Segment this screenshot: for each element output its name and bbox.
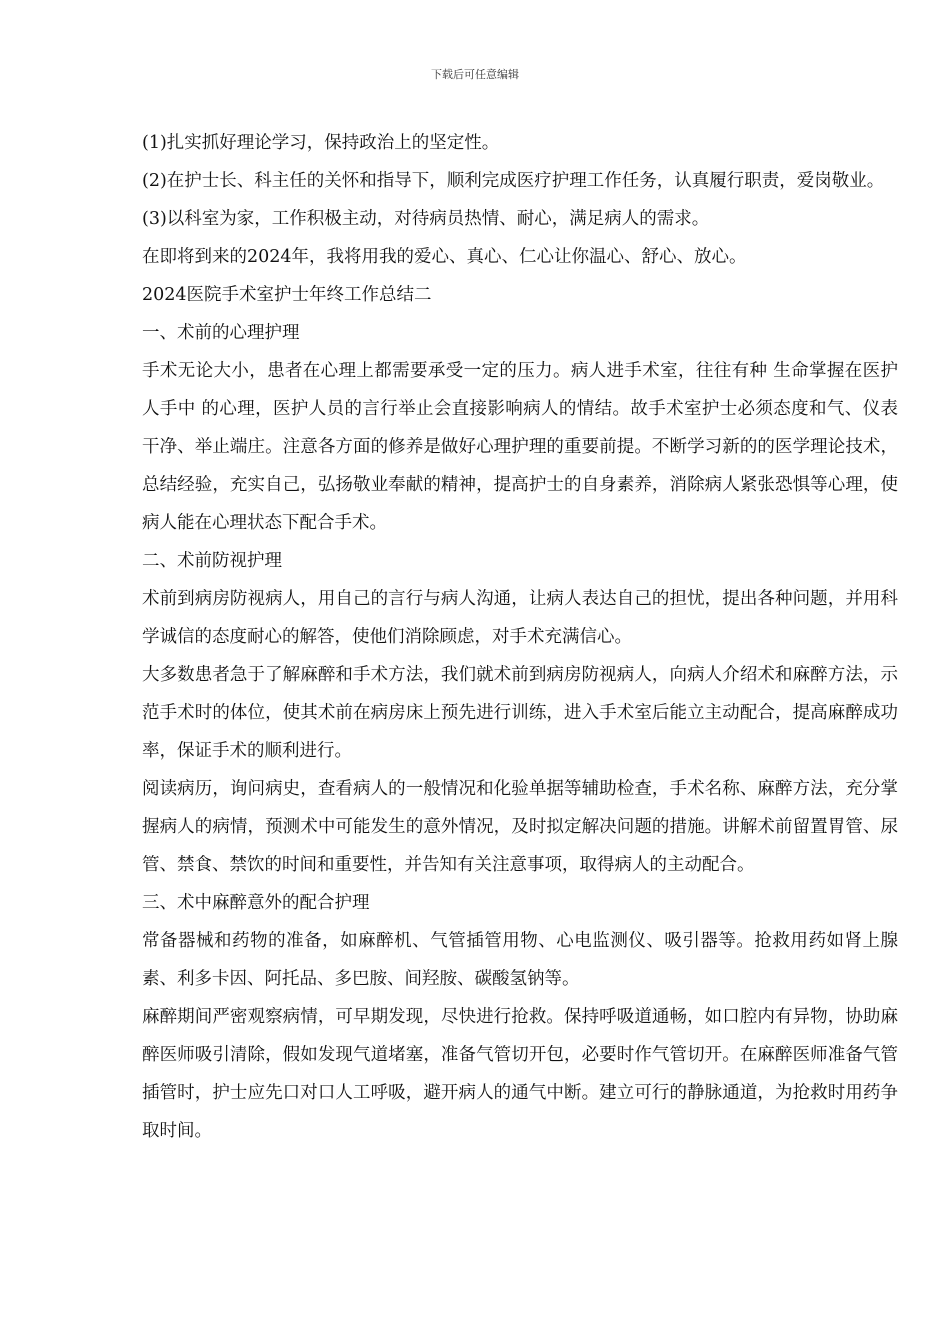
section-heading: 一、术前的心理护理 — [142, 323, 300, 343]
paragraph: (2)在护士长、科主任的关怀和指导下，顺利完成医疗护理工作任务，认真履行职责，爱岗敬业。 — [142, 171, 885, 191]
paragraph: 术前到病房防视病人，用自己的言行与病人沟通，让病人表达自己的担忧，提出各种问题，并用科学诚信的态度耐心的解答，使他们消除顾虑，对手术充满信心。 — [142, 589, 898, 647]
section-title: 2024医院手术室护士年终工作总结二 — [142, 285, 432, 305]
document-body — [138, 124, 898, 1150]
section-heading: 二、术前防视护理 — [142, 551, 282, 571]
paragraph: 在即将到来的2024年，我将用我的爱心、真心、仁心让你温心、舒心、放心。 — [142, 247, 747, 267]
paragraph: 大多数患者急于了解麻醉和手术方法，我们就术前到病房防视病人，向病人介绍术和麻醉方法，示范手术时的体位，使其术前在病房床上预先进行训练，进入手术室后能立主动配合，提高麻醉成功率，保证手术的顺利进行。 — [142, 665, 898, 761]
paragraph: (3)以科室为家，工作积极主动，对待病员热情、耐心，满足病人的需求。 — [142, 209, 710, 229]
paragraph: 阅读病历，询问病史，查看病人的一般情况和化验单据等辅助检查，手术名称、麻醉方法，充分掌握病人的病情，预测术中可能发生的意外情况，及时拟定解决问题的措施。讲解术前留置胃管、尿管、禁食、禁饮的时间和重要性，并告知有关注意事项，取得病人的主动配合。 — [142, 779, 898, 875]
paragraph: (1)扎实抓好理论学习，保持政治上的坚定性。 — [142, 133, 500, 153]
paragraph: 手术无论大小，患者在心理上都需要承受一定的压力。病人进手术室，往往有种 生命掌握在医护人手中 的心理，医护人员的言行举止会直接影响病人的情结。故手术室护士必须态度和气、仪表干净、举止端庄。注意各方面的修养是做好心理护理的重要前提。不断学习新的的医学理论技术，总结经验，充实自己，弘扬敬业奉献的精神，提高护士的自身素养，消除病人紧张恐惧等心理，使病人能在心理状态下配合手术。 — [142, 361, 898, 533]
section-heading: 三、术中麻醉意外的配合护理 — [142, 893, 370, 913]
paragraph: 常备器械和药物的准备，如麻醉机、气管插管用物、心电监测仪、吸引器等。抢救用药如肾上腺素、利多卡因、阿托品、多巴胺、间羟胺、碳酸氢钠等。 — [142, 931, 898, 989]
page-header-note: 下载后可任意编辑 — [431, 68, 519, 81]
paragraph: 麻醉期间严密观察病情，可早期发现，尽快进行抢救。保持呼吸道通畅，如口腔内有异物，协助麻醉医师吸引清除，假如发现气道堵塞，准备气管切开包，必要时作气管切开。在麻醉医师准备气管插管时，护士应先口对口人工呼吸，避开病人的通气中断。建立可行的静脉通道，为抢救时用药争取时间。 — [142, 1007, 898, 1141]
